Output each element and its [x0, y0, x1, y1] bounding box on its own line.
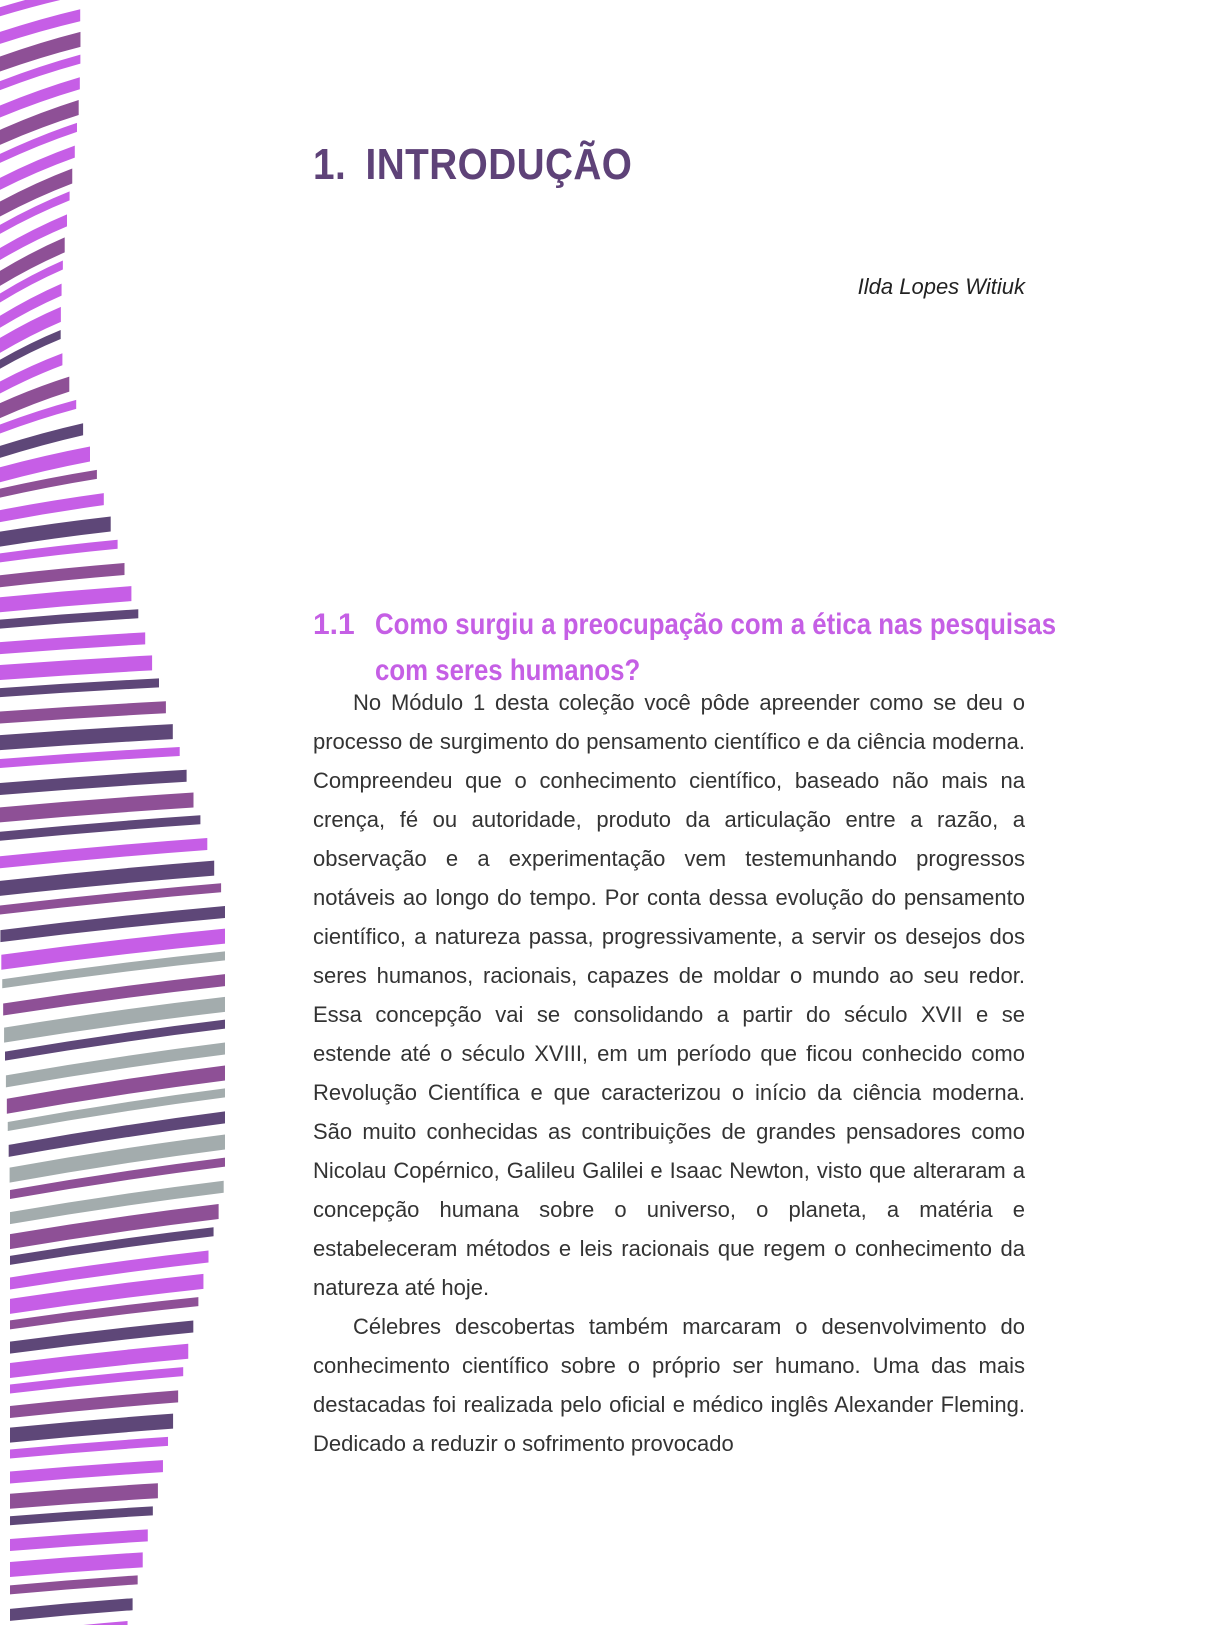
stripe	[10, 1483, 158, 1508]
stripe	[10, 1575, 138, 1594]
stripe	[0, 701, 166, 723]
stripe	[0, 586, 131, 612]
stripe	[0, 493, 104, 522]
section-heading	[313, 602, 1057, 694]
section-number: 1.1	[313, 607, 355, 641]
body-text	[313, 683, 1025, 1463]
stripe	[0, 609, 138, 628]
section-title: Como surgiu a preocupação com a ética nas pesquisas com seres humanos?	[375, 607, 1057, 687]
chapter-title	[313, 140, 632, 190]
stripe	[10, 1529, 148, 1551]
chapter-number: 1.	[313, 140, 347, 189]
stripe	[10, 1390, 178, 1418]
stripe	[0, 678, 159, 697]
paragraph: No Módulo 1 desta coleção você pôde apreender como se deu o processo de surgimento do pensamento científico e da ciência moderna. Compreendeu que o conhecimento científico, baseado não mais na crença, fé ou autoridade, produto da articulação entre a razão, a observação e a experimentação vem testemunhando progressos notáveis ao longo do tempo. Por conta dessa evolução do pensamento científico, a natureza passa, progressivamente, a servir os desejos dos seres humanos, racionais, capazes de moldar o mundo ao seu redor. Essa concepção vai se consolidando a partir do século XVII e se estende até o século XVIII, em um período que ficou conhecido como Revolução Científica e que caracterizou o início da ciência moderna. São muito conhecidas as contribuições de grandes pensadores como Nicolau Copérnico, Galileu Galilei e Isaac Newton, visto que alteraram a concepção humana sobre o universo, o planeta, a matéria e estabeleceram métodos e leis racionais que regem o conhecimento da natureza até hoje.	[313, 690, 1025, 1300]
author-name: Ilda Lopes Witiuk	[857, 274, 1025, 299]
stripe	[0, 632, 145, 654]
stripe	[10, 1598, 133, 1621]
chapter-title-text: INTRODUÇÃO	[365, 140, 633, 189]
decorative-stripes	[0, 0, 260, 1625]
stripe	[10, 1460, 163, 1483]
stripe	[10, 1506, 153, 1525]
stripe	[10, 1552, 143, 1577]
stripe	[10, 1621, 128, 1625]
stripe	[0, 563, 125, 587]
stripe	[0, 655, 152, 680]
stripe	[0, 747, 180, 768]
stripe	[0, 724, 173, 750]
stripe	[0, 770, 187, 795]
paragraph: Célebres descobertas também marcaram o desenvolvimento do conhecimento científico sobre o próprio ser humano. Uma das mais destacadas foi realizada pelo oficial e médico inglês Alexander Fleming. Dedicado a reduzir o sofrimento provocado	[313, 1314, 1025, 1456]
